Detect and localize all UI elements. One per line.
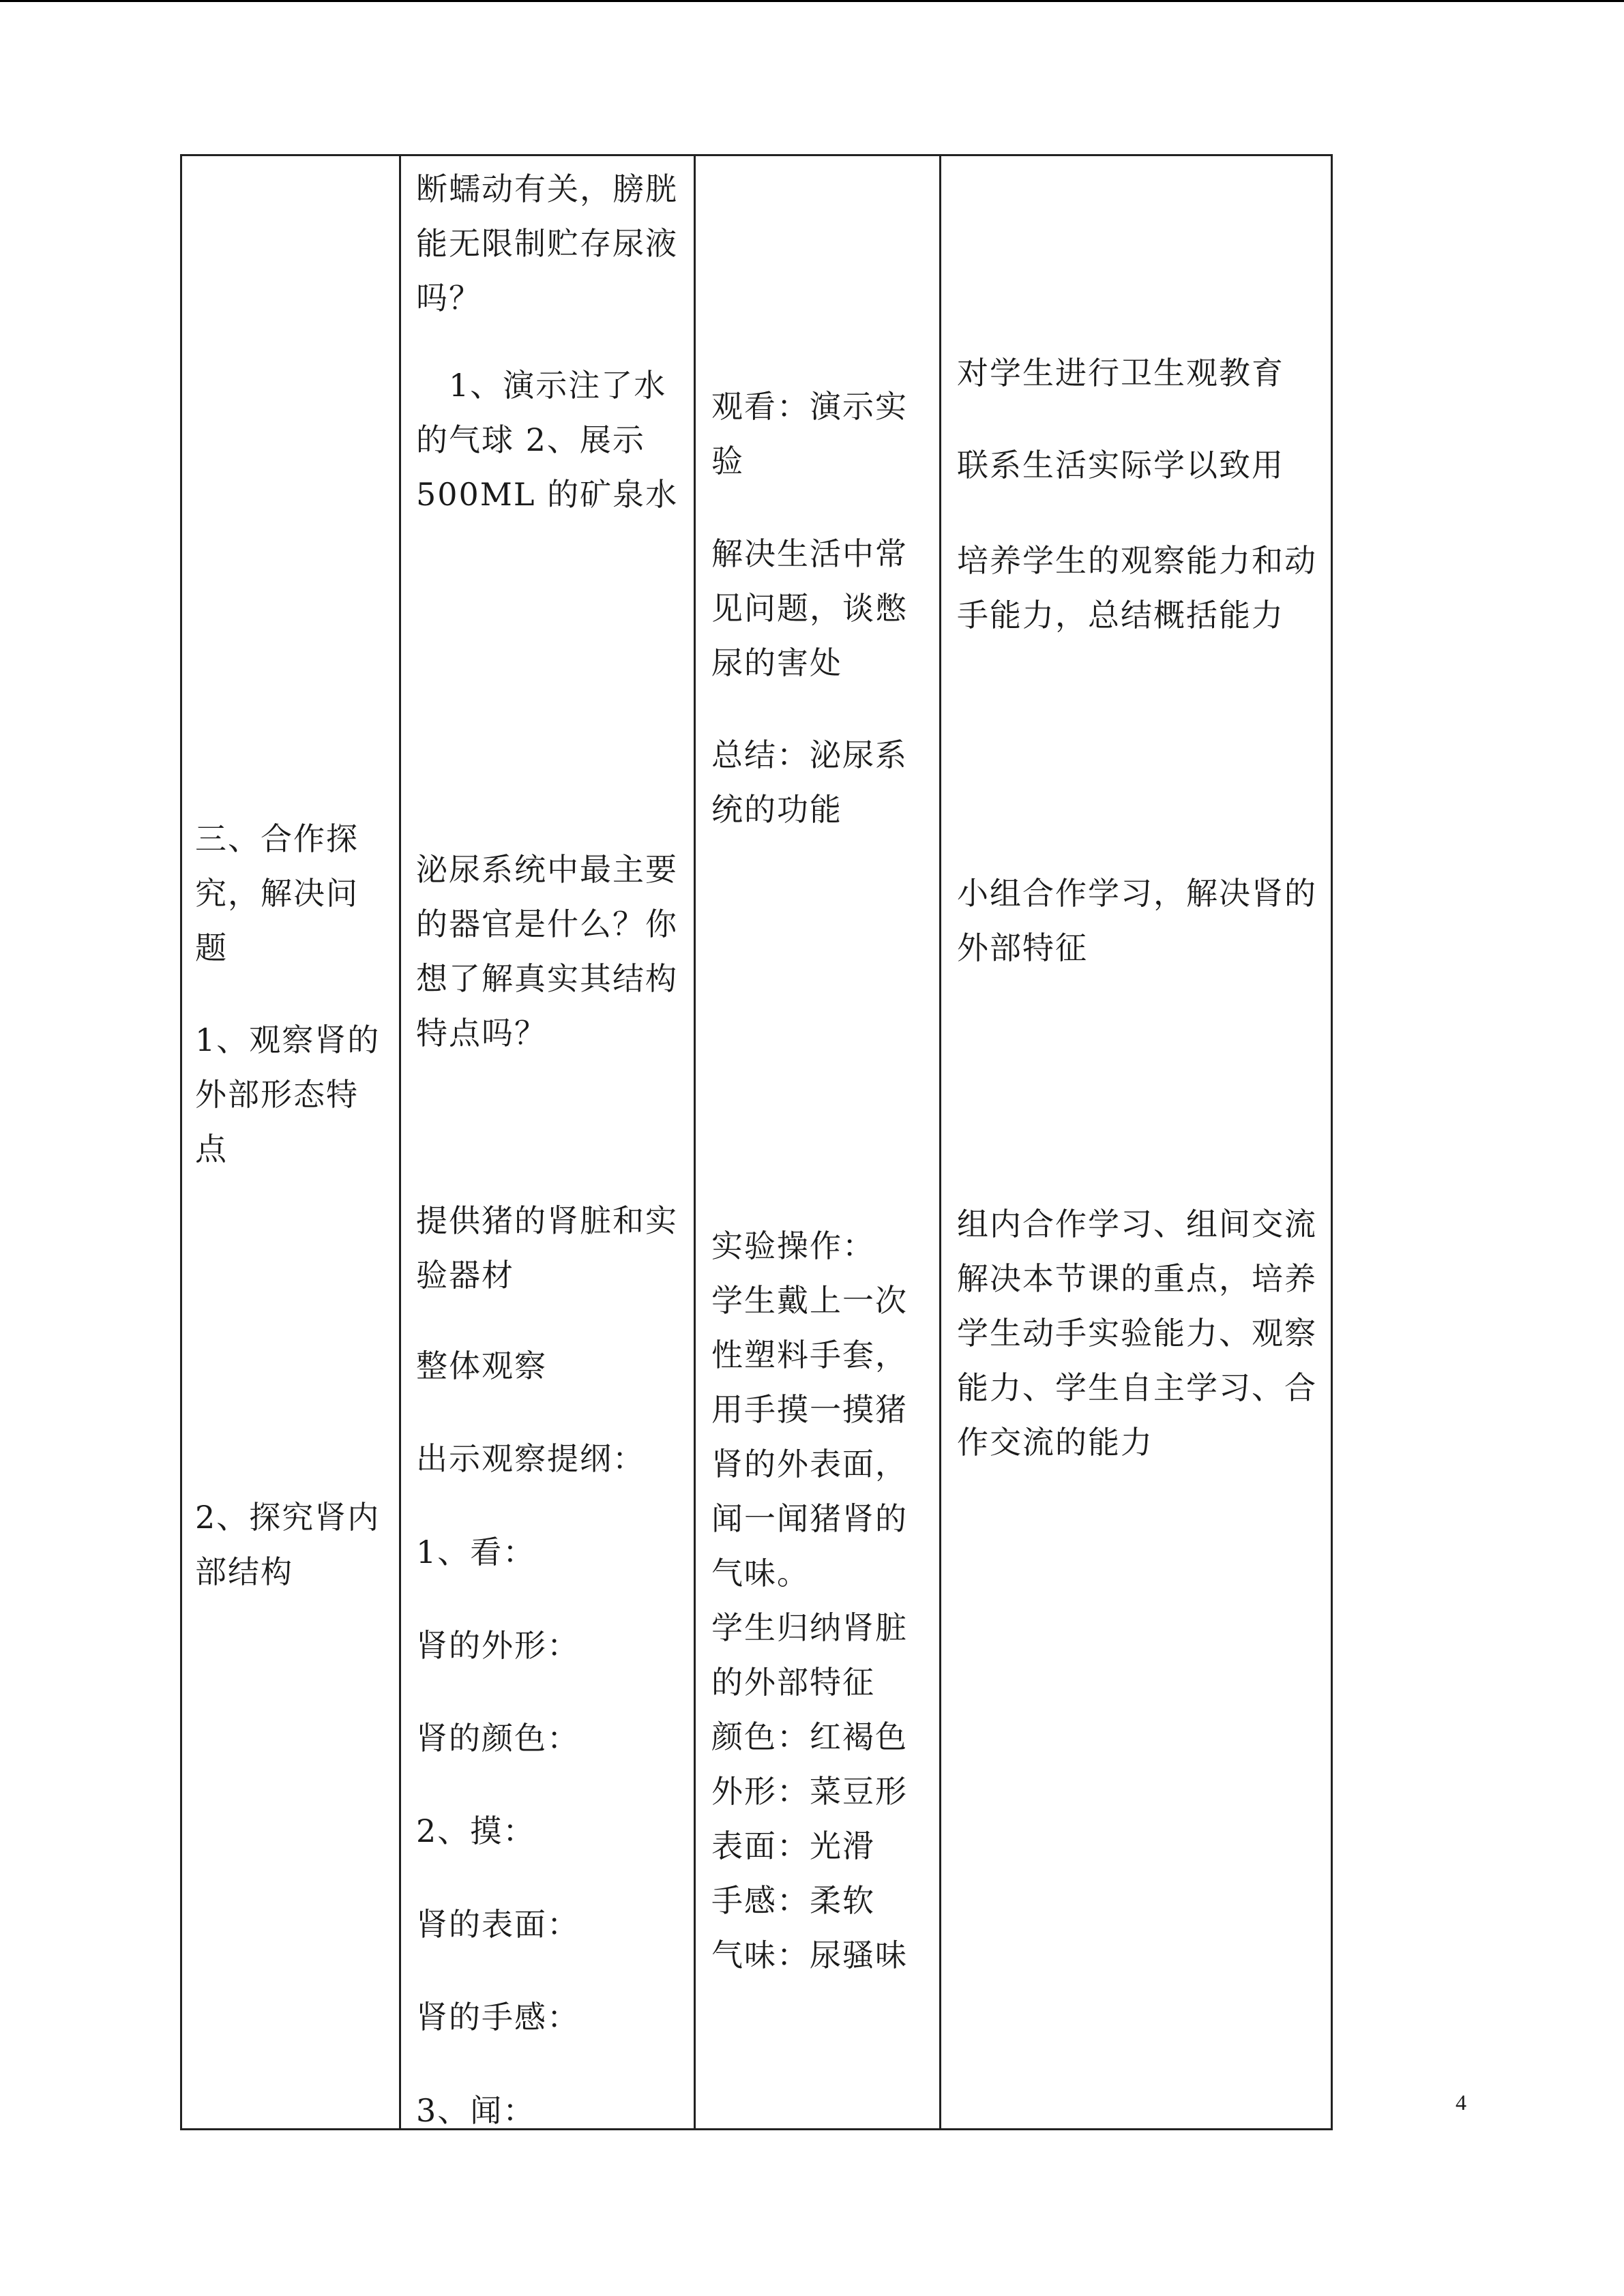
materials-text: 提供猪的肾脏和实 验器材 — [416, 1202, 678, 1294]
goal-group: 小组合作学习，解决肾的 外部特征 — [957, 875, 1317, 966]
column-divider-3 — [939, 154, 941, 2130]
goal-ability: 培养学生的观察能力和动 手能力，总结概括能力 — [957, 542, 1317, 633]
kidney-color: 肾的颜色： — [416, 1720, 580, 1757]
main-organ-question: 泌尿系统中最主要 的器官是什么？你 想了解真实其结构 特点吗？ — [416, 851, 678, 1052]
observe-whole: 整体观察 — [416, 1347, 547, 1384]
column-divider-1 — [399, 154, 401, 2130]
watch-demo: 观看：演示实 验 — [711, 388, 908, 479]
page-number: 4 — [1456, 2090, 1466, 2115]
goal-hygiene: 对学生进行卫生观教育 — [957, 355, 1284, 391]
solve-problem: 解决生活中常 见问题，谈憋 尿的害处 — [711, 535, 908, 681]
summary-function: 总结：泌尿系 统的功能 — [711, 736, 908, 828]
intro-question: 断蠕动有关，膀胱 能无限制贮存尿液 吗？ — [416, 170, 678, 316]
outline-title: 出示观察提纲： — [416, 1440, 645, 1477]
step-smell: 3、闻： — [416, 2092, 536, 2129]
step-observe-kidney-exterior: 1、观察肾的 外部形态特 点 — [195, 1022, 381, 1167]
goal-life: 联系生活实际学以致用 — [957, 447, 1284, 483]
step-touch: 2、摸： — [416, 1813, 536, 1849]
section-heading: 三、合作探 究，解决问 题 — [195, 820, 359, 966]
kidney-feel: 肾的手感： — [416, 1999, 580, 2036]
kidney-shape: 肾的外形： — [416, 1627, 580, 1664]
step-explore-kidney-interior: 2、探究肾内 部结构 — [195, 1499, 381, 1590]
experiment-steps: 实验操作： 学生戴上一次 性塑料手套， 用手摸一摸猪 肾的外表面， 闻一闻猪肾的 气味。 学生归纳肾脏 的外部特征 颜色：红褐色 外形：菜豆形 表面：光滑 手感：柔软 气味：尿骚味 — [711, 1227, 908, 1973]
step-look: 1、看： — [416, 1534, 536, 1570]
goal-cooperation: 组内合作学习、组间交流 解决本节课的重点，培养 学生动手实验能力、观察 能力、学生自主学习、合 作交流的能力 — [957, 1206, 1317, 1461]
kidney-surface: 肾的表面： — [416, 1906, 580, 1943]
demo-text: 1、演示注了水 的气球 2、展示 500ML 的矿泉水 — [416, 367, 679, 513]
page-top-border — [0, 0, 1624, 2]
column-divider-2 — [694, 154, 696, 2130]
